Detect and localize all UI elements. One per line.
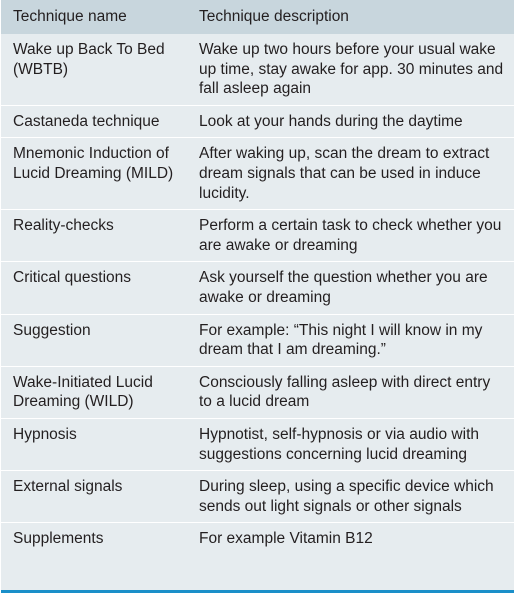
table-row xyxy=(1,523,514,555)
table-row xyxy=(1,262,514,314)
technique-description-cell: For example Vitamin B12 xyxy=(199,530,373,548)
technique-description-cell: Wake up two hours before your usual wake up time, stay awake for app. 30 minutes and fall asleep again xyxy=(191,34,514,105)
technique-name-cell: External signals xyxy=(1,471,191,523)
table-row xyxy=(1,418,514,470)
table-header xyxy=(1,0,514,34)
technique-description-cell: During sleep, using a specific device which sends out light signals or other signals xyxy=(191,471,514,523)
table-row xyxy=(1,105,514,138)
technique-name-cell: Hypnosis xyxy=(1,418,191,470)
technique-description-cell: After waking up, scan the dream to extract dream signals that can be used in induce lucidity. xyxy=(191,138,514,210)
technique-name-cell: Castaneda technique xyxy=(1,105,191,138)
technique-name-cell: Reality-checks xyxy=(1,210,191,262)
technique-description-cell: Hypnotist, self-hypnosis or via audio with suggestions concerning lucid dreaming xyxy=(191,418,514,470)
table-row xyxy=(1,314,514,366)
header-row xyxy=(1,0,514,34)
header-technique-name: Technique name xyxy=(13,8,127,25)
techniques-table-container xyxy=(1,0,514,593)
table-row xyxy=(1,471,514,523)
table-row xyxy=(1,366,514,418)
table-row xyxy=(1,34,514,105)
table-row xyxy=(1,138,514,210)
technique-name-cell: Supplements xyxy=(13,530,104,548)
technique-description-cell: Look at your hands during the daytime xyxy=(191,105,514,138)
lucid-dreaming-techniques-table xyxy=(1,0,514,555)
technique-name-cell: Critical questions xyxy=(1,262,191,314)
technique-name-cell: Wake-Initiated Lucid Dreaming (WILD) xyxy=(1,366,191,418)
technique-name-cell: Wake up Back To Bed (WBTB) xyxy=(1,34,191,105)
technique-description-cell: For example: “This night I will know in my dream that I am dreaming.” xyxy=(191,314,514,366)
table-body xyxy=(1,34,514,555)
technique-name-cell: Suggestion xyxy=(1,314,191,366)
technique-description-cell: Ask yourself the question whether you are awake or dreaming xyxy=(191,262,514,314)
technique-description-cell: Consciously falling asleep with direct entry to a lucid dream xyxy=(191,366,514,418)
header-technique-description: Technique description xyxy=(199,8,349,25)
technique-description-cell: Perform a certain task to check whether you are awake or dreaming xyxy=(191,210,514,262)
technique-name-cell: Mnemonic Induction of Lucid Dreaming (MILD) xyxy=(1,138,191,210)
table-row xyxy=(1,210,514,262)
